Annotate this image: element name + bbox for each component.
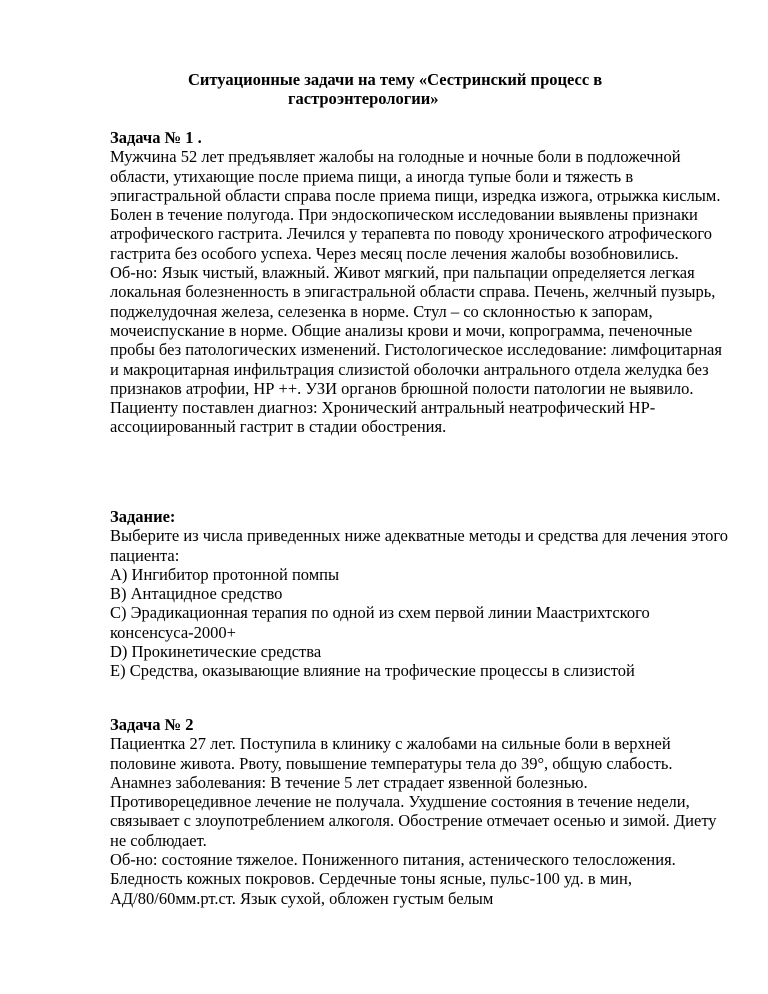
task-1-options-list xyxy=(110,565,730,681)
task-2-exam: Об-но: состояние тяжелое. Пониженного питания, астенического телосложения. Бледность кожных покровов. Сердечные тоны ясные, пульс-100 уд. в мин, АД/80/60мм.рт.ст. Язык сухой, обложен густым белым xyxy=(110,850,676,908)
task-2-complaints: Пациентка 27 лет. Поступила в клинику с жалобами на сильные боли в верхней половине живота. Рвоту, повышение температуры тела до 39°, общую слабость. xyxy=(110,734,673,773)
task-1-assignment-section xyxy=(110,507,730,681)
task-1-option-b: В) Антацидное средство xyxy=(110,584,283,604)
task-1-option-d: D) Прокинетические средства xyxy=(110,642,322,662)
document-title-line-2: гастроэнтерологии» xyxy=(288,89,439,108)
task-1-section xyxy=(110,128,730,437)
task-1-heading: Задача № 1 . xyxy=(110,128,202,147)
task-2-heading: Задача № 2 xyxy=(110,715,194,734)
task-1-option-a: А) Ингибитор протонной помпы xyxy=(110,564,340,584)
document-title-line-1: Ситуационные задачи на тему «Сестринский процесс в xyxy=(188,70,603,89)
task-1-diagnosis: Пациенту поставлен диагноз: Хронический антральный неатрофический НР-ассоциированный гастрит в стадии обострения. xyxy=(110,398,656,437)
task-1-option-e: Е) Средства, оказывающие влияние на трофические процессы в слизистой xyxy=(110,661,635,681)
task-1-assignment-heading: Задание: xyxy=(110,507,176,526)
task-2-section xyxy=(110,715,730,908)
task-2-anamnesis: Анамнез заболевания: В течение 5 лет страдает язвенной болезнью. Противорецедивное лечение не получала. Ухудшение состояния в течение недели, связывает с злоупотреблением алкоголя. Обострение отмечает осенью и зимой. Диету не соблюдает. xyxy=(110,772,717,850)
task-1-complaints: Мужчина 52 лет предъявляет жалобы на голодные и ночные боли в подложечной области, утихающие после приема пищи, а иногда тупые боли и тяжесть в эпигастральной области справа после приема пищи, изредка изжога, отрыжка кислым. Болен в течение полугода. При эндоскопическом исследовании выявлены признаки атрофического гастрита. Лечился у терапевта по поводу хронического атрофического гастрита без особого успеха. Через месяц после лечения жалобы возобновились. xyxy=(110,147,721,263)
task-1-option-c: С) Эрадикационная терапия по одной из схем первой линии Маастрихтского консенсуса-2000+ xyxy=(110,603,650,642)
document-title xyxy=(110,70,760,108)
task-1-exam: Об-но: Язык чистый, влажный. Живот мягкий, при пальпации определяется легкая локальная болезненность в эпигастральной области справа. Печень, желчный пузырь, поджелудочная железа, селезенка в норме. Стул – со склонностью к запорам, мочеиспускание в норме. Общие анализы крови и мочи, копрограмма, печеночные пробы без патологических изменений. Гистологическое исследование: лимфоцитарная и макроцитарная инфильтрация слизистой оболочки антрального отдела желудка без признаков атрофии, НР ++. УЗИ органов брюшной полости патологии не выявило. xyxy=(110,263,722,398)
task-1-assignment-text: Выберите из числа приведенных ниже адекватные методы и средства для лечения этого пациента: xyxy=(110,526,729,565)
